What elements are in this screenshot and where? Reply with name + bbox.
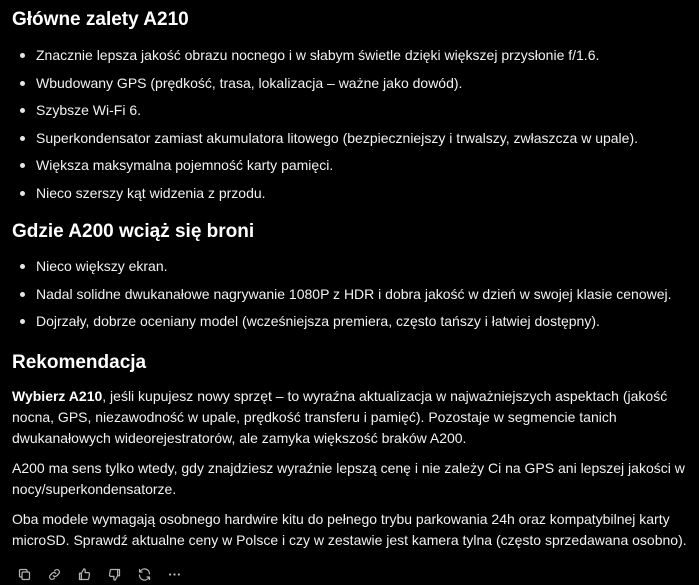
ellipsis-icon xyxy=(167,567,182,582)
thumbs-down-button[interactable] xyxy=(104,565,124,585)
copy-icon xyxy=(17,567,32,582)
thumbs-down-icon xyxy=(107,567,122,582)
a200-paragraph: A200 ma sens tylko wtedy, gdy znajdziesz wyraźnie lepszą cenę i nie zależy Ci na GPS ani lepszej jakości w nocy/superkondensatorze. xyxy=(12,459,685,497)
regenerate-button[interactable] xyxy=(134,565,154,585)
list-item: Nadal solidne dwukanałowe nagrywanie 1080P z HDR i dobra jakość w dzień w swojej klasie cenowej. xyxy=(12,281,687,309)
list-item: Szybsze Wi‑Fi 6. xyxy=(12,97,687,125)
thumbs-up-icon xyxy=(77,567,92,582)
recommendation-bold: Wybierz A210 xyxy=(12,387,103,404)
share-link-button[interactable] xyxy=(44,565,64,585)
message-actions-bar xyxy=(12,565,687,585)
thumbs-up-button[interactable] xyxy=(74,565,94,585)
section-title-recommendation: Rekomendacja xyxy=(12,351,147,373)
hardwire-paragraph: Oba modele wymagają osobnego hardwire kitu do pełnego trybu parkowania 24h oraz kompatybilnej karty microSD. Sprawdź aktualne ceny w Polsce i czy w zestawie jest kamera tylna (często sprzedawana osobno). xyxy=(12,510,687,548)
list-item: Nieco szerszy kąt widzenia z przodu. xyxy=(12,180,687,208)
section-title-main-advantages: Główne zalety A210 xyxy=(12,9,189,30)
list-item: Dojrzały, dobrze oceniany model (wcześniejsza premiera, często tańszy i łatwiej dostępny). xyxy=(12,308,687,336)
recommendation-paragraph xyxy=(12,386,687,449)
copy-button[interactable] xyxy=(14,565,34,585)
advantages-list xyxy=(12,42,687,207)
strengths-list xyxy=(12,253,687,336)
link-icon xyxy=(47,567,62,582)
list-item: Nieco większy ekran. xyxy=(12,253,687,281)
more-options-button[interactable] xyxy=(164,565,184,585)
recommendation-text: , jeśli kupujesz nowy sprzęt – to wyraźna aktualizacja w najważniejszych aspektach (jakość nocna, GPS, niezawodność w upale, prędkość transferu i pamięć). Pozostaje w segmencie tanich dwukanałowych wideorejestratorów, ale zamyka większość braków A200. xyxy=(12,387,668,446)
section-title-a200-strengths: Gdzie A200 wciąż się broni xyxy=(12,221,255,242)
list-item: Większa maksymalna pojemność karty pamięci. xyxy=(12,152,687,180)
list-item: Superkondensator zamiast akumulatora litowego (bezpieczniejszy i trwalszy, zwłaszcza w upale). xyxy=(12,125,687,153)
list-item: Znacznie lepsza jakość obrazu nocnego i w słabym świetle dzięki większej przysłonie f/1.6. xyxy=(12,42,687,70)
list-item: Wbudowany GPS (prędkość, trasa, lokalizacja – ważne jako dowód). xyxy=(12,70,687,98)
refresh-icon xyxy=(137,567,152,582)
